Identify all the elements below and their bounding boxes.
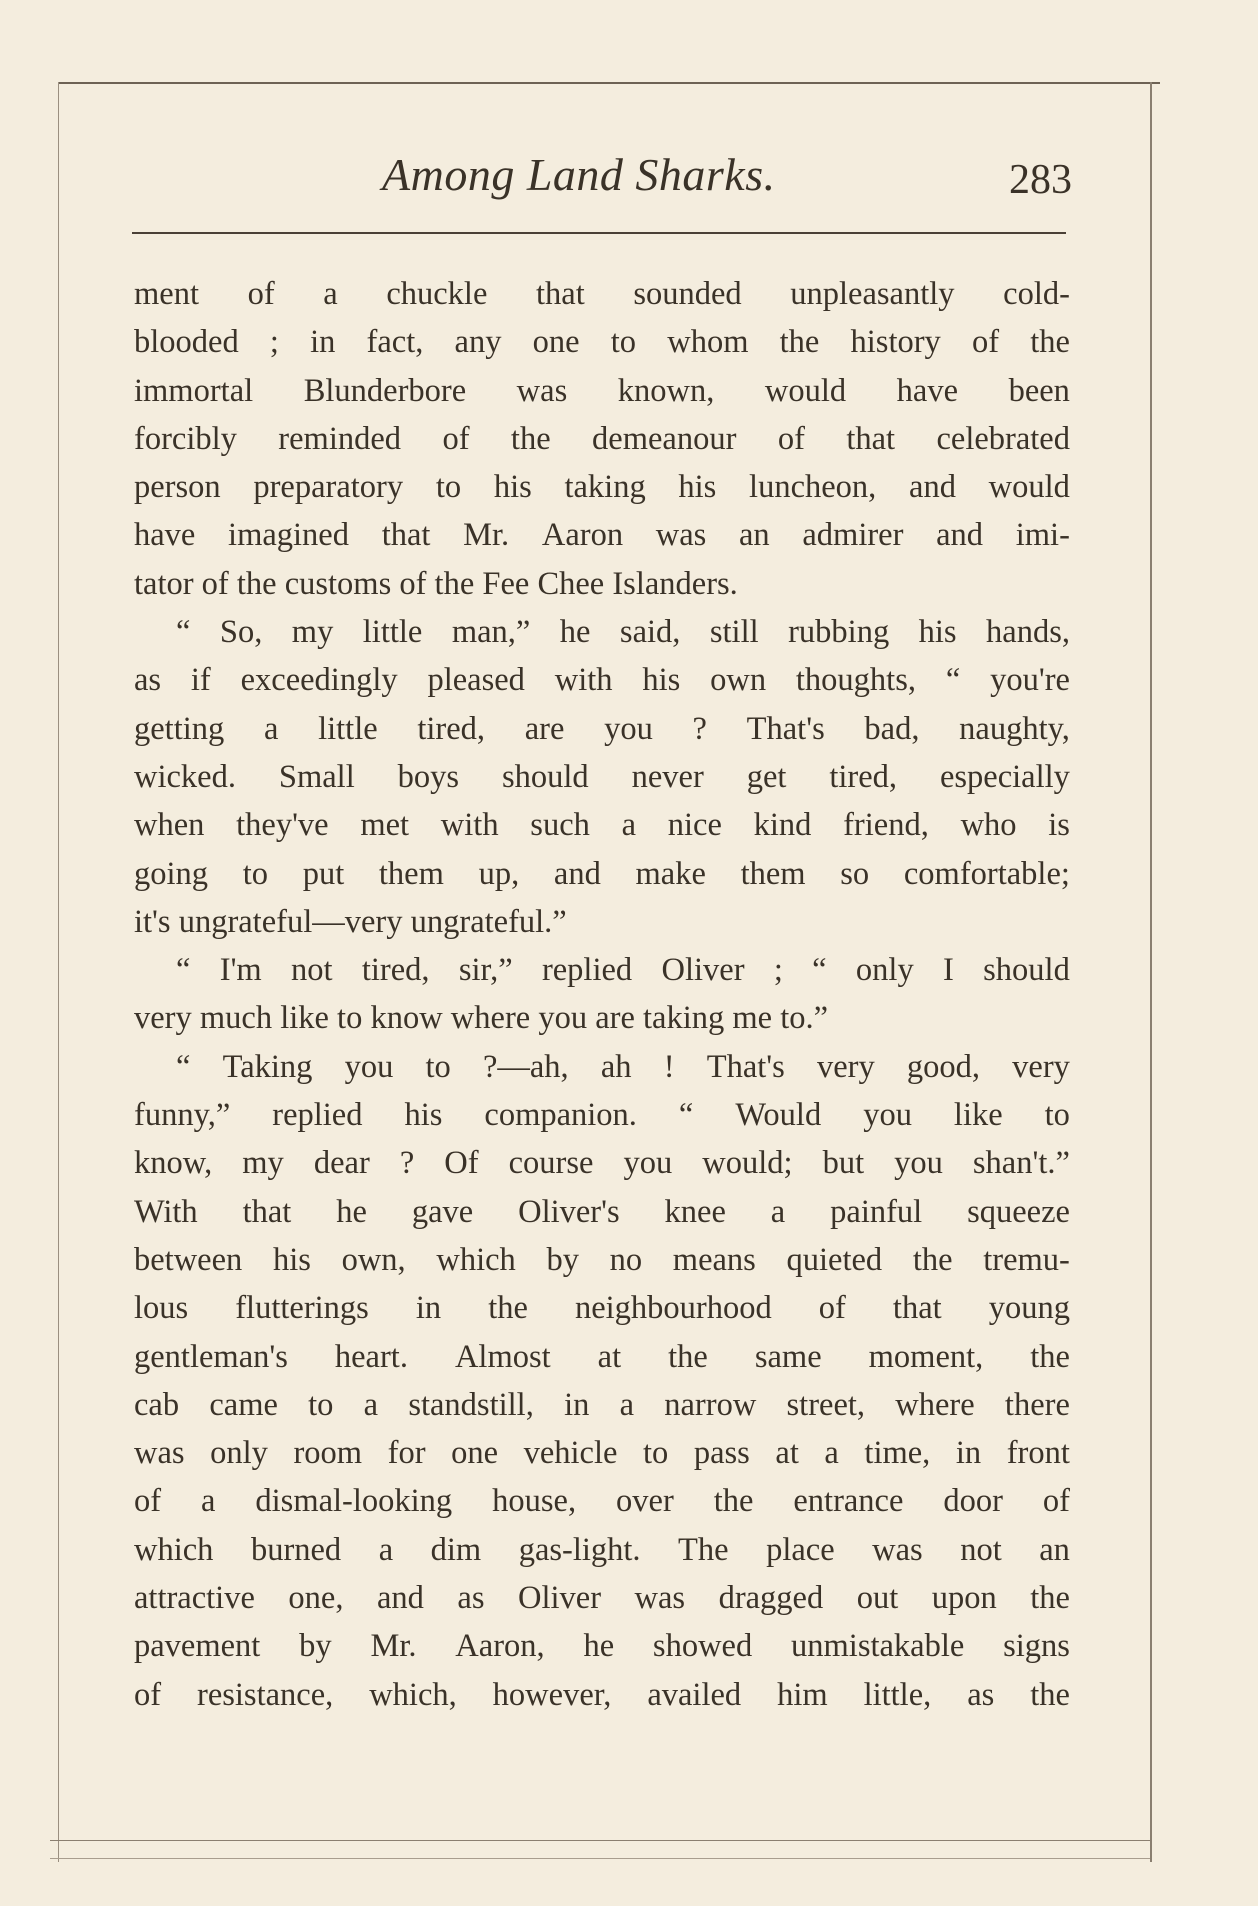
running-head xyxy=(132,148,1072,218)
text-line: funny,” replied his companion. “ Would you like to xyxy=(134,1097,1070,1134)
text-line: pavement by Mr. Aaron, he showed unmistakable signs xyxy=(134,1628,1070,1665)
text-line: cab came to a standstill, in a narrow street, where there xyxy=(134,1386,1070,1423)
page-border-left xyxy=(58,82,59,1862)
text-line: between his own, which by no means quieted the tremu- xyxy=(134,1241,1070,1278)
text-line: getting a little tired, are you ? That's bad, naughty, xyxy=(134,710,1070,747)
text-line: “ Taking you to ?—ah, ah ! That's very good, very xyxy=(176,1048,1070,1085)
text-line: immortal Blunderbore was known, would have been xyxy=(134,372,1070,409)
page-border-right xyxy=(1150,82,1152,1862)
header-rule xyxy=(132,232,1066,234)
body-text xyxy=(134,270,1070,1719)
text-line: “ So, my little man,” he said, still rubbing his hands, xyxy=(176,614,1070,651)
text-line: of a dismal-looking house, over the entrance door of xyxy=(134,1483,1070,1520)
text-line: of resistance, which, however, availed him little, as the xyxy=(134,1676,1070,1713)
text-line: when they've met with such a nice kind friend, who is xyxy=(134,807,1070,844)
text-line: very much like to know where you are taking me to.” xyxy=(134,1000,829,1037)
text-line: gentleman's heart. Almost at the same moment, the xyxy=(134,1338,1070,1375)
text-line: tator of the customs of the Fee Chee Islanders. xyxy=(134,565,738,602)
page-number: 283 xyxy=(1009,157,1072,203)
text-line: wicked. Small boys should never get tired, especially xyxy=(134,758,1070,795)
text-line: it's ungrateful—very ungrateful.” xyxy=(134,903,567,940)
page-border-top xyxy=(58,82,1160,84)
page-border-bottom-inner xyxy=(50,1858,1150,1859)
text-line: With that he gave Oliver's knee a painful squeeze xyxy=(134,1193,1070,1230)
text-line: “ I'm not tired, sir,” replied Oliver ; “ only I should xyxy=(176,952,1070,989)
text-line: have imagined that Mr. Aaron was an admirer and imi- xyxy=(134,517,1070,554)
text-line: which burned a dim gas-light. The place was not an xyxy=(134,1531,1070,1568)
page-border-bottom xyxy=(50,1840,1150,1841)
text-line: forcibly reminded of the demeanour of that celebrated xyxy=(134,420,1070,457)
text-line: as if exceedingly pleased with his own thoughts, “ you're xyxy=(134,662,1070,699)
text-line: attractive one, and as Oliver was dragged out upon the xyxy=(134,1580,1070,1617)
text-line: know, my dear ? Of course you would; but you shan't.” xyxy=(134,1145,1070,1182)
running-title: Among Land Sharks. xyxy=(382,149,776,200)
text-line: person preparatory to his taking his luncheon, and would xyxy=(134,469,1070,506)
text-line: blooded ; in fact, any one to whom the history of the xyxy=(134,324,1070,361)
text-line: ment of a chuckle that sounded unpleasantly cold- xyxy=(134,276,1070,312)
text-line: was only room for one vehicle to pass at a time, in front xyxy=(134,1435,1070,1472)
text-line: lous flutterings in the neighbourhood of that young xyxy=(134,1290,1070,1327)
text-line: going to put them up, and make them so comfortable; xyxy=(134,855,1070,892)
